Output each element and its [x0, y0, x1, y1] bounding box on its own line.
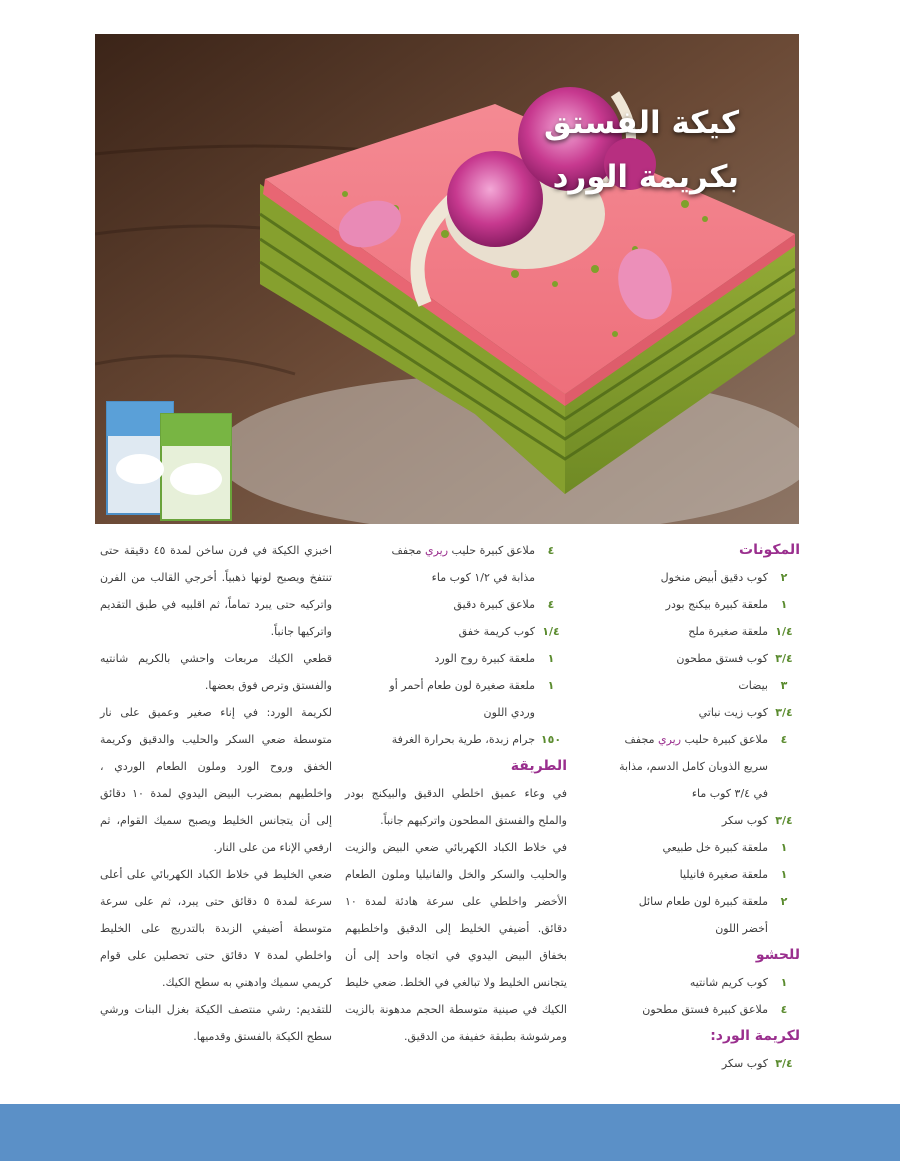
method-paragraph: قطعي الكيك مربعات واحشي بالكريم شانتيه والفستق وترص فوق بعضها.	[100, 652, 332, 692]
ingredient-quantity: ٤	[780, 1003, 788, 1016]
ingredients-list	[575, 564, 800, 942]
ingredient-quantity: ١٥٠	[540, 733, 562, 746]
ingredient-text: جرام زبدة، طرية بحرارة الغرفة	[391, 733, 535, 746]
ingredient-quantity: ٣/٤	[775, 652, 793, 665]
ingredient-quantity-spacer	[535, 699, 567, 726]
ingredient-row	[575, 645, 800, 672]
ingredient-row	[575, 753, 800, 780]
footer-bar	[0, 1104, 900, 1161]
ingredient-quantity: ٣	[780, 679, 788, 692]
ingredient-row	[345, 672, 567, 699]
ingredient-row	[575, 618, 800, 645]
ingredient-row	[575, 996, 800, 1023]
rose-cream-list-continued	[345, 537, 567, 753]
title-line-2: بكريمة الورد	[552, 159, 739, 196]
ingredient-quantity: ١	[780, 976, 788, 989]
ingredient-text-after: مجفف	[624, 733, 655, 746]
ingredient-text	[575, 726, 768, 753]
ingredient-quantity: ١	[780, 868, 788, 881]
ingredient-row	[345, 699, 567, 726]
ingredient-row	[345, 618, 567, 645]
ingredient-text: ملعقة صغيرة فانيليا	[679, 868, 768, 881]
recipe-title	[544, 96, 739, 205]
rose-cream-list	[575, 1050, 800, 1077]
method-paragraph: في وعاء عميق اخلطي الدقيق والبيكنج بودر والملح والفستق المطحون واتركيهم جانباً.	[345, 787, 567, 827]
method-paragraph: اخبزي الكيكة في فرن ساخن لمدة ٤٥ دقيقة حتى تنتفخ ويصبح لونها ذهبياً. أخرجي القالب من الفرن واتركيه حتى يبرد تماماً، ثم اقلبيه في طبق التقديم واتركيها جانباً.	[100, 544, 333, 638]
ingredient-quantity-spacer	[768, 780, 800, 807]
method-heading: الطريقة	[510, 758, 567, 774]
title-line-1: كيكة الفستق	[543, 105, 739, 141]
ingredient-text: ملاعق كبيرة فستق مطحون	[642, 1003, 768, 1016]
brand-name: ريري	[657, 733, 682, 746]
ingredient-text: في ٣/٤ كوب ماء	[691, 787, 768, 800]
ingredient-row	[575, 861, 800, 888]
ingredient-row	[345, 537, 567, 564]
ingredient-row	[345, 591, 567, 618]
brand-name: ريري	[424, 544, 449, 557]
ingredient-quantity: ٤	[547, 598, 555, 611]
ingredient-quantity-spacer	[535, 564, 567, 591]
filling-heading: للحشو	[755, 947, 800, 963]
ingredient-quantity: ٢	[780, 571, 788, 584]
ingredient-row	[575, 888, 800, 915]
ingredient-quantity: ١	[547, 679, 555, 692]
ingredient-quantity: ٤	[780, 733, 788, 746]
ingredient-text: مذابة في ١/٢ كوب ماء	[431, 571, 535, 584]
rose-cream-heading: لكريمة الورد:	[710, 1028, 800, 1044]
ingredient-quantity: ١	[780, 841, 788, 854]
ingredient-row	[345, 726, 567, 753]
ingredient-text: ملعقة صغيرة لون طعام أحمر أو	[389, 679, 535, 692]
ingredient-quantity: ٣/٤	[775, 814, 793, 827]
ingredient-text: ملعقة كبيرة روح الورد	[434, 652, 535, 665]
ingredient-text: كوب سكر	[721, 814, 768, 827]
ingredient-text: كوب كريم شانتيه	[689, 976, 768, 989]
ingredient-quantity: ٣/٤	[775, 706, 793, 719]
ingredient-row	[575, 564, 800, 591]
ingredient-text: أخضر اللون	[715, 922, 768, 935]
method-paragraphs-continued	[100, 537, 332, 1050]
ingredient-row	[575, 1050, 800, 1077]
hero-photo	[95, 34, 799, 524]
method-paragraphs	[345, 780, 567, 1050]
ingredient-text: ملعقة كبيرة لون طعام سائل	[638, 895, 768, 908]
middle-column	[345, 537, 567, 1050]
ingredient-quantity: ٣/٤	[775, 1057, 793, 1070]
ingredient-row	[575, 834, 800, 861]
ingredient-text: كوب فستق مطحون	[676, 652, 768, 665]
ingredient-text: كوب دقيق أبيض منخول	[660, 571, 768, 584]
ingredient-text: ملعقة كبيرة بيكنج بودر	[665, 598, 768, 611]
ingredient-quantity: ٢	[780, 895, 788, 908]
method-paragraph: ضعي الخليط في خلاط الكباد الكهربائي على أعلى سرعة لمدة ٥ دقائق حتى يبرد، ثم على سرعة متوسطة أضيفي الزبدة بالتدريج على الخليط واخلطي لمدة ٧ دقائق حتى تحصلين على قوام كريمي سميك وادهني به سطح الكيك.	[100, 868, 332, 989]
ingredient-text	[345, 537, 535, 564]
ingredient-text-before: ملاعق كبيرة حليب	[451, 544, 535, 557]
ingredient-text: ملعقة كبيرة خل طبيعي	[662, 841, 768, 854]
ingredient-row	[575, 807, 800, 834]
ingredient-row	[575, 672, 800, 699]
ingredient-row	[575, 780, 800, 807]
ingredient-quantity: ١/٤	[775, 625, 793, 638]
ingredient-text: ملعقة صغيرة ملح	[688, 625, 768, 638]
ingredient-text: سريع الذوبان كامل الدسم، مذابة	[619, 760, 768, 773]
ingredient-text: كوب زيت نباتي	[698, 706, 768, 719]
ingredient-text: بيضات	[738, 679, 768, 692]
ingredient-quantity: ١/٤	[542, 625, 560, 638]
ingredient-text: ملاعق كبيرة دقيق	[453, 598, 535, 611]
method-paragraph: لكريمة الورد: في إناء صغير وعميق على نار متوسطة ضعي السكر والحليب والدقيق وكريمة الخفق وروح الورد وملون الطعام الوردي ، واخلطيهم بمضرب البيض اليدوي لمدة ١٠ دقائق إلى أن يتجانس الخليط ويصبح سميك القوام، ثم ارفعي الإناء من على النار.	[100, 706, 333, 854]
ingredient-text-before: ملاعق كبيرة حليب	[684, 733, 768, 746]
ingredient-row	[575, 726, 800, 753]
ingredient-row	[345, 645, 567, 672]
ingredient-row	[575, 915, 800, 942]
ingredient-quantity: ١	[547, 652, 555, 665]
filling-list	[575, 969, 800, 1023]
left-column	[100, 537, 332, 1050]
ingredient-quantity-spacer	[768, 753, 800, 780]
ingredients-column	[575, 537, 800, 1077]
ingredient-quantity: ٤	[547, 544, 555, 557]
ingredient-quantity-spacer	[768, 915, 800, 942]
ingredient-text-after: مجفف	[391, 544, 422, 557]
ingredients-heading: المكونات	[739, 542, 800, 558]
ingredient-row	[575, 591, 800, 618]
ingredient-row	[575, 969, 800, 996]
ingredient-row	[575, 699, 800, 726]
method-paragraph: في خلاط الكباد الكهربائي ضعي البيض والزيت والحليب والسكر والخل والفانيليا وملون الطعام الأخضر واخلطي على سرعة هادئة لمدة ١٠ دقائق. أضيفي الخليط إلى الدقيق واخلطيهم بخفاق البيض اليدوي في اتجاه واحد إلى أن يتجانس الخليط ولا تبالغي في الخلط. ضعي خليط الكيك في صينية متوسطة الحجم مدهونة بالزيت ومرشوشة بطبقة خفيفة من الدقيق.	[345, 841, 567, 1043]
ingredient-quantity: ١	[780, 598, 788, 611]
ingredient-text: كوب كريمة خفق	[458, 625, 535, 638]
method-paragraph: للتقديم: رشي منتصف الكيكة بغزل البنات ورشي سطح الكيكة بالفستق وقدميها.	[100, 1003, 332, 1043]
ingredient-row	[345, 564, 567, 591]
ingredient-text: وردي اللون	[483, 706, 535, 719]
ingredient-text: كوب سكر	[721, 1057, 768, 1070]
